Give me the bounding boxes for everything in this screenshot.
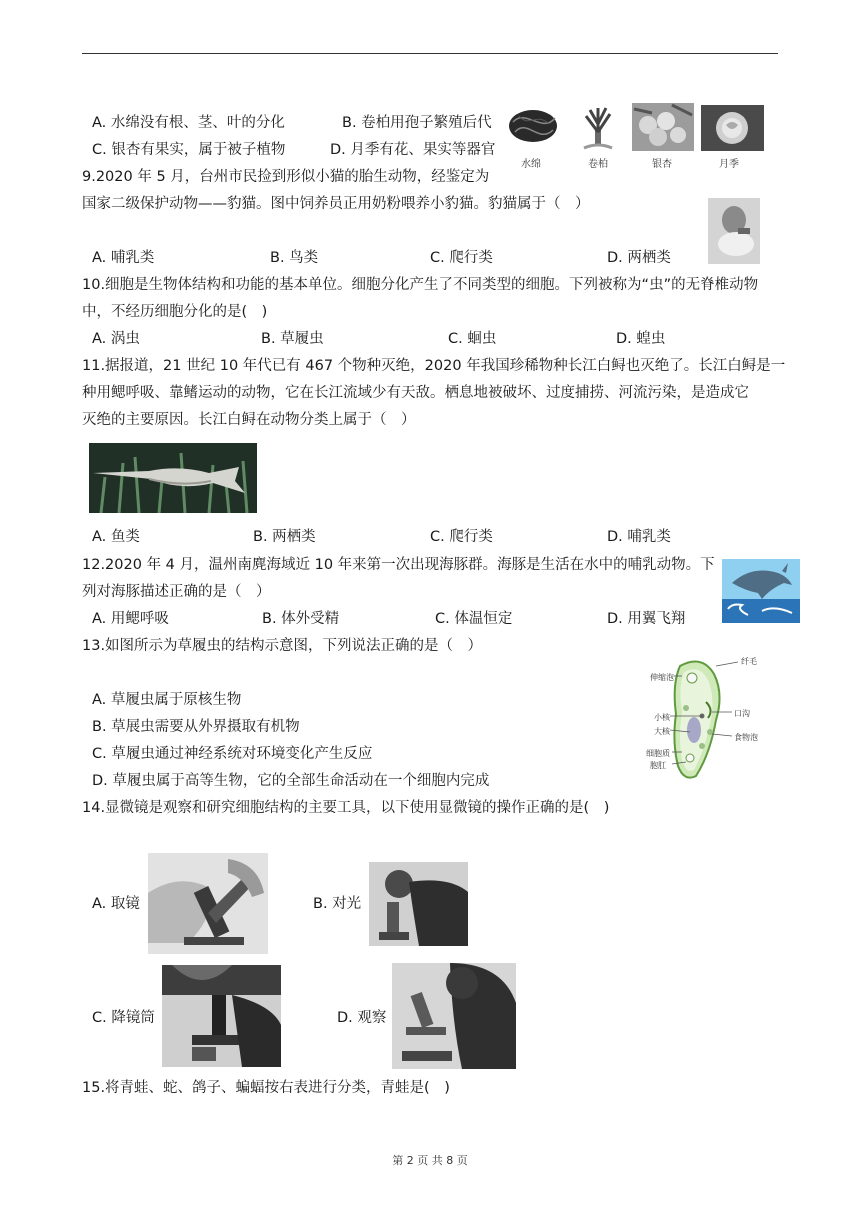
label-micronucleus: 小核	[654, 713, 670, 722]
caption-rose: 月季	[719, 159, 739, 170]
ginkgo-image	[632, 103, 694, 151]
label-anal-pore: 胞肛	[650, 761, 666, 770]
microscope-light-image	[369, 862, 468, 946]
q10-option-c: C. 蛔虫	[448, 331, 497, 347]
q8-option-a: A. 水绵没有根、茎、叶的分化	[92, 115, 285, 131]
q10-option-a: A. 涡虫	[92, 331, 140, 347]
q12-option-b: B. 体外受精	[262, 611, 340, 627]
q14-option-b: B. 对光	[313, 896, 362, 912]
label-cytoplasm: 细胞质	[646, 749, 670, 758]
q14-stem: 14.显微镜是观察和研究细胞结构的主要工具，以下使用显微镜的操作正确的是( )	[82, 800, 610, 816]
q14-option-c: C. 降镜筒	[92, 1010, 155, 1026]
q13-option-a: A. 草履虫属于原核生物	[92, 692, 242, 708]
q11-option-d: D. 哺乳类	[607, 529, 671, 545]
q11-option-b: B. 两栖类	[253, 529, 316, 545]
label-cilia: 纤毛	[741, 657, 757, 666]
q11-stem-line2: 种用鳃呼吸、靠鳍运动的动物，它在长江流域少有天敌。栖息地被破坏、过度捕捞、河流污染，是造成它	[82, 385, 749, 401]
spirogyra-image	[505, 104, 561, 149]
label-oral-groove: 口沟	[734, 709, 750, 718]
dolphin-image	[722, 559, 800, 623]
q9-option-a: A. 哺乳类	[92, 250, 155, 266]
q10-option-b: B. 草履虫	[261, 331, 324, 347]
q15-stem: 15.将青蛙、蛇、鸽子、蝙蝠按右表进行分类，青蛙是( )	[82, 1080, 450, 1096]
q8-option-c: C. 银杏有果实，属于被子植物	[92, 142, 286, 158]
microscope-take-image	[148, 853, 268, 954]
leopard-cat-image	[708, 198, 760, 264]
q10-option-d: D. 蝗虫	[616, 331, 666, 347]
header-rule	[82, 53, 778, 54]
q12-stem-line1: 12.2020 年 4 月，温州南麂海域近 10 年来第一次出现海豚群。海豚是生活在水中的哺乳动物。下	[82, 557, 715, 573]
q9-option-b: B. 鸟类	[270, 250, 319, 266]
q8-option-b: B. 卷柏用孢子繁殖后代	[342, 115, 492, 131]
label-macronucleus: 大核	[654, 727, 670, 736]
q12-option-c: C. 体温恒定	[435, 611, 513, 627]
q9-stem-line1: 9.2020 年 5 月，台州市民捡到形似小猫的胎生动物，经鉴定为	[82, 169, 490, 185]
q12-option-d: D. 用翼飞翔	[607, 611, 686, 627]
q13-option-c: C. 草履虫通过神经系统对环境变化产生反应	[92, 746, 373, 762]
q11-stem-line1: 11.据报道，21 世纪 10 年代已有 467 个物种灭绝，2020 年我国珍稀物种长江白鲟也灭绝了。长江白鲟是一	[82, 358, 786, 374]
q12-option-a: A. 用鳃呼吸	[92, 611, 169, 627]
q10-stem-line2: 中，不经历细胞分化的是( )	[82, 304, 268, 320]
microscope-lower-image	[162, 965, 281, 1067]
q8-option-d: D. 月季有花、果实等器官	[330, 142, 496, 158]
caption-selaginella: 卷柏	[588, 159, 608, 170]
label-food-vacuole: 食物泡	[734, 733, 758, 742]
q12-stem-line2: 列对海豚描述正确的是（ ）	[82, 584, 271, 600]
q11-option-a: A. 鱼类	[92, 529, 140, 545]
label-contractile-vacuole: 伸缩泡	[650, 673, 674, 682]
caption-spirogyra: 水绵	[521, 159, 541, 170]
selaginella-image	[578, 102, 618, 152]
q14-option-d: D. 观察	[337, 1010, 387, 1026]
q10-stem-line1: 10.细胞是生物体结构和功能的基本单位。细胞分化产生了不同类型的细胞。下列被称为“虫”的无脊椎动物	[82, 277, 759, 293]
q11-option-c: C. 爬行类	[430, 529, 493, 545]
sturgeon-image	[89, 443, 257, 513]
q11-stem-line3: 灭绝的主要原因。长江白鲟在动物分类上属于（ ）	[82, 412, 416, 428]
q9-stem-line2: 国家二级保护动物——豹猫。图中饲养员正用奶粉喂养小豹猫。豹猫属于（ ）	[82, 196, 590, 212]
caption-ginkgo: 银杏	[652, 159, 672, 170]
q13-option-d: D. 草履虫属于高等生物，它的全部生命活动在一个细胞内完成	[92, 773, 490, 789]
q9-option-d: D. 两栖类	[607, 250, 671, 266]
q13-option-b: B. 草展虫需要从外界摄取有机物	[92, 719, 300, 735]
rose-image	[701, 105, 764, 151]
q13-stem: 13.如图所示为草履虫的结构示意图，下列说法正确的是（ ）	[82, 638, 483, 654]
q14-option-a: A. 取镜	[92, 896, 140, 912]
page-footer: 第 2 页 共 8 页	[392, 1154, 468, 1167]
q9-option-c: C. 爬行类	[430, 250, 493, 266]
microscope-observe-image	[392, 963, 516, 1069]
